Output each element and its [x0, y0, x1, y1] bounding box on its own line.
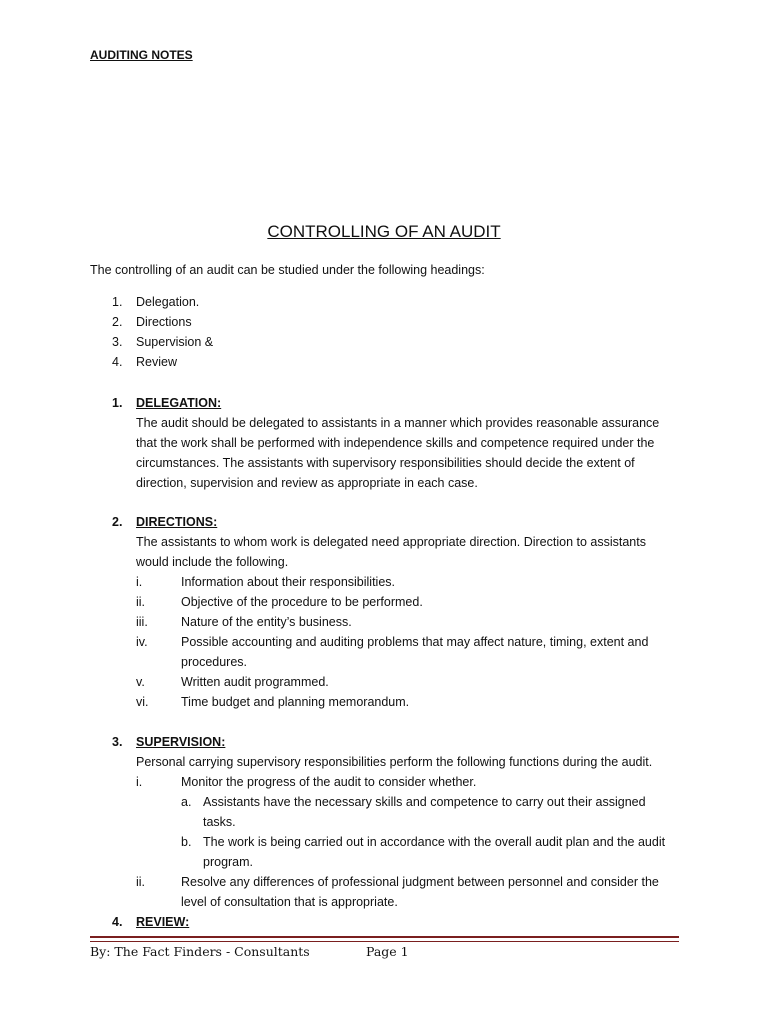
section-number: 3.: [112, 735, 123, 749]
list-item-cont: level of consultation that is appropriate.: [181, 895, 398, 909]
section-heading: DELEGATION:: [136, 396, 222, 410]
sublist-item-cont: tasks.: [203, 815, 236, 829]
paragraph-line: would include the following.: [136, 555, 289, 569]
paragraph-line: The audit should be delegated to assistants in a manner which provides reasonable assurance: [136, 416, 660, 430]
paragraph-line: The assistants to whom work is delegated need appropriate direction. Direction to assistants: [136, 535, 646, 549]
list-item: Written audit programmed.: [181, 675, 329, 689]
list-num: vi.: [136, 695, 149, 709]
header-title: AUDITING NOTES: [90, 48, 193, 62]
list-num: ii.: [136, 595, 146, 609]
paragraph-line: that the work shall be performed with independence skills and competence required under the: [136, 436, 655, 450]
list-num: iii.: [136, 615, 148, 629]
list-item: Resolve any differences of professional judgment between personnel and consider the: [181, 875, 659, 889]
list-num: i.: [136, 775, 143, 789]
list-num: i.: [136, 575, 143, 589]
list-item: Objective of the procedure to be performed.: [181, 595, 423, 609]
sublist-item: Assistants have the necessary skills and competence to carry out their assigned: [203, 795, 646, 809]
paragraph-line: circumstances. The assistants with supervisory responsibilities should decide the extent of: [136, 456, 635, 470]
sublist-num: a.: [181, 795, 192, 809]
section-heading: DIRECTIONS:: [136, 515, 218, 529]
sublist-item: The work is being carried out in accordance with the overall audit plan and the audit: [203, 835, 666, 849]
list-item-cont: procedures.: [181, 655, 248, 669]
toc-item: Delegation.: [136, 295, 200, 309]
list-item: Monitor the progress of the audit to consider whether.: [181, 775, 477, 789]
sublist-num: b.: [181, 835, 192, 849]
toc-num: 4.: [112, 355, 123, 369]
list-num: v.: [136, 675, 145, 689]
page-title: CONTROLLING OF AN AUDIT: [267, 222, 501, 241]
paragraph-line: direction, supervision and review as appropriate in each case.: [136, 476, 478, 490]
footer-author: By: The Fact Finders - Consultants: [90, 944, 310, 959]
list-item: Nature of the entity’s business.: [181, 615, 352, 629]
section-number: 2.: [112, 515, 123, 529]
toc-num: 3.: [112, 335, 123, 349]
toc-item: Directions: [136, 315, 192, 329]
footer-rule: [90, 936, 679, 938]
intro-text: The controlling of an audit can be studied under the following headings:: [90, 263, 485, 277]
sublist-item-cont: program.: [203, 855, 254, 869]
list-num: ii.: [136, 875, 146, 889]
toc-num: 1.: [112, 295, 123, 309]
section-heading: SUPERVISION:: [136, 735, 226, 749]
toc-item: Supervision &: [136, 335, 214, 349]
toc-item: Review: [136, 355, 177, 369]
list-item: Information about their responsibilities.: [181, 575, 396, 589]
page-number: Page 1: [366, 944, 409, 959]
section-number: 4.: [112, 915, 123, 929]
section-heading: REVIEW:: [136, 915, 190, 929]
list-num: iv.: [136, 635, 148, 649]
toc-num: 2.: [112, 315, 123, 329]
paragraph-line: Personal carrying supervisory responsibilities perform the following functions during the audit.: [136, 755, 653, 769]
section-number: 1.: [112, 396, 123, 410]
list-item: Time budget and planning memorandum.: [181, 695, 410, 709]
footer-rule: [90, 941, 679, 942]
list-item: Possible accounting and auditing problems that may affect nature, timing, extent and: [181, 635, 649, 649]
